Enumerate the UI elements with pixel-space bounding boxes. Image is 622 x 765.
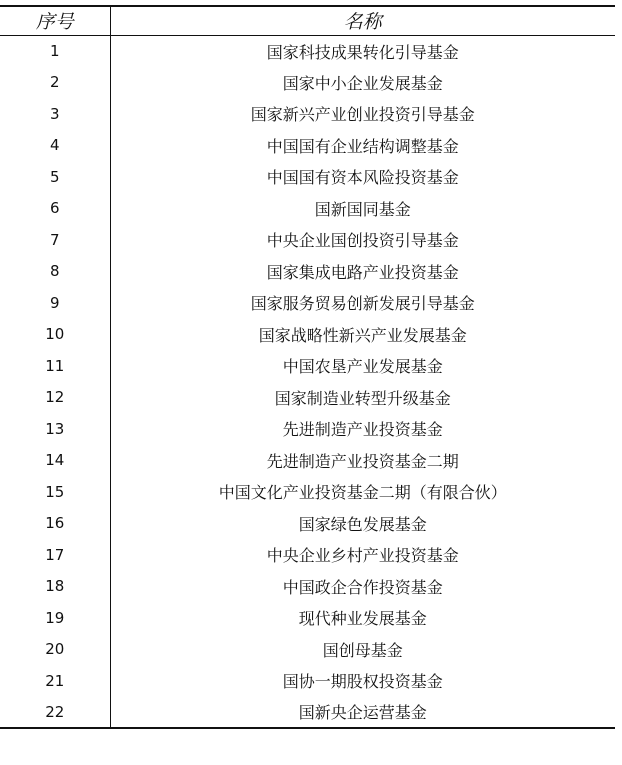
- row-serial-number: 12: [0, 382, 110, 414]
- row-fund-name: 国家集成电路产业投资基金: [266, 262, 459, 282]
- row-serial-number: 19: [0, 602, 110, 634]
- header-serial-number: 序号: [0, 6, 110, 35]
- table-row: [0, 35, 615, 67]
- row-serial-number: 21: [0, 665, 110, 697]
- row-serial-number: 11: [0, 350, 110, 382]
- table-row: [0, 67, 615, 99]
- table-body: [0, 35, 615, 728]
- row-serial-number: 5: [0, 161, 110, 193]
- row-serial-number: 18: [0, 571, 110, 603]
- row-fund-name: 先进制造产业投资基金二期: [266, 451, 459, 471]
- row-fund-name: 国新央企运营基金: [298, 703, 427, 723]
- table-row: [0, 98, 615, 130]
- table-row: [0, 413, 615, 445]
- row-serial-number: 2: [0, 67, 110, 99]
- fund-table: [0, 5, 615, 729]
- row-fund-name: 国家战略性新兴产业发展基金: [258, 325, 467, 345]
- row-fund-name: 国家科技成果转化引导基金: [266, 42, 459, 62]
- row-serial-number: 6: [0, 193, 110, 225]
- row-fund-name: 中国农垦产业发展基金: [282, 357, 443, 377]
- header-name: 名称: [343, 11, 382, 34]
- row-fund-name: 国创母基金: [322, 640, 403, 660]
- row-fund-name: 国家绿色发展基金: [298, 514, 427, 534]
- row-fund-name: 国新国同基金: [314, 199, 411, 219]
- row-serial-number: 4: [0, 130, 110, 162]
- row-serial-number: 16: [0, 508, 110, 540]
- table-row: [0, 287, 615, 319]
- table-row: [0, 539, 615, 571]
- table-row: [0, 319, 615, 351]
- row-fund-name: 中国国有企业结构调整基金: [266, 136, 459, 156]
- table-row: [0, 256, 615, 288]
- table-row: [0, 445, 615, 477]
- row-fund-name: 国家中小企业发展基金: [282, 73, 443, 93]
- table-header: [0, 6, 615, 35]
- row-fund-name: 国协一期股权投资基金: [282, 672, 443, 692]
- table-row: [0, 665, 615, 697]
- table-row: [0, 161, 615, 193]
- table-row: [0, 508, 615, 540]
- row-serial-number: 22: [0, 697, 110, 729]
- header-row: [0, 6, 615, 35]
- row-fund-name: 国家服务贸易创新发展引导基金: [250, 294, 475, 314]
- table-row: [0, 571, 615, 603]
- row-serial-number: 15: [0, 476, 110, 508]
- table-row: [0, 602, 615, 634]
- table-row: [0, 130, 615, 162]
- row-serial-number: 1: [0, 35, 110, 67]
- row-serial-number: 13: [0, 413, 110, 445]
- row-fund-name: 先进制造产业投资基金: [282, 420, 443, 440]
- row-fund-name: 中国国有资本风险投资基金: [266, 168, 459, 188]
- table-row: [0, 382, 615, 414]
- row-serial-number: 8: [0, 256, 110, 288]
- row-serial-number: 10: [0, 319, 110, 351]
- table-row: [0, 224, 615, 256]
- row-fund-name: 现代种业发展基金: [298, 609, 427, 629]
- row-fund-name: 中国政企合作投资基金: [282, 577, 443, 597]
- table-row: [0, 697, 615, 729]
- row-fund-name: 中央企业乡村产业投资基金: [266, 546, 459, 566]
- row-fund-name: 中央企业国创投资引导基金: [266, 231, 459, 251]
- row-serial-number: 20: [0, 634, 110, 666]
- row-serial-number: 7: [0, 224, 110, 256]
- row-serial-number: 17: [0, 539, 110, 571]
- row-serial-number: 14: [0, 445, 110, 477]
- table-row: [0, 193, 615, 225]
- row-serial-number: 3: [0, 98, 110, 130]
- row-serial-number: 9: [0, 287, 110, 319]
- row-fund-name: 国家新兴产业创业投资引导基金: [250, 105, 475, 125]
- row-fund-name: 中国文化产业投资基金二期（有限合伙）: [218, 483, 507, 503]
- table-row: [0, 350, 615, 382]
- table-row: [0, 476, 615, 508]
- table-row: [0, 634, 615, 666]
- row-fund-name: 国家制造业转型升级基金: [274, 388, 451, 408]
